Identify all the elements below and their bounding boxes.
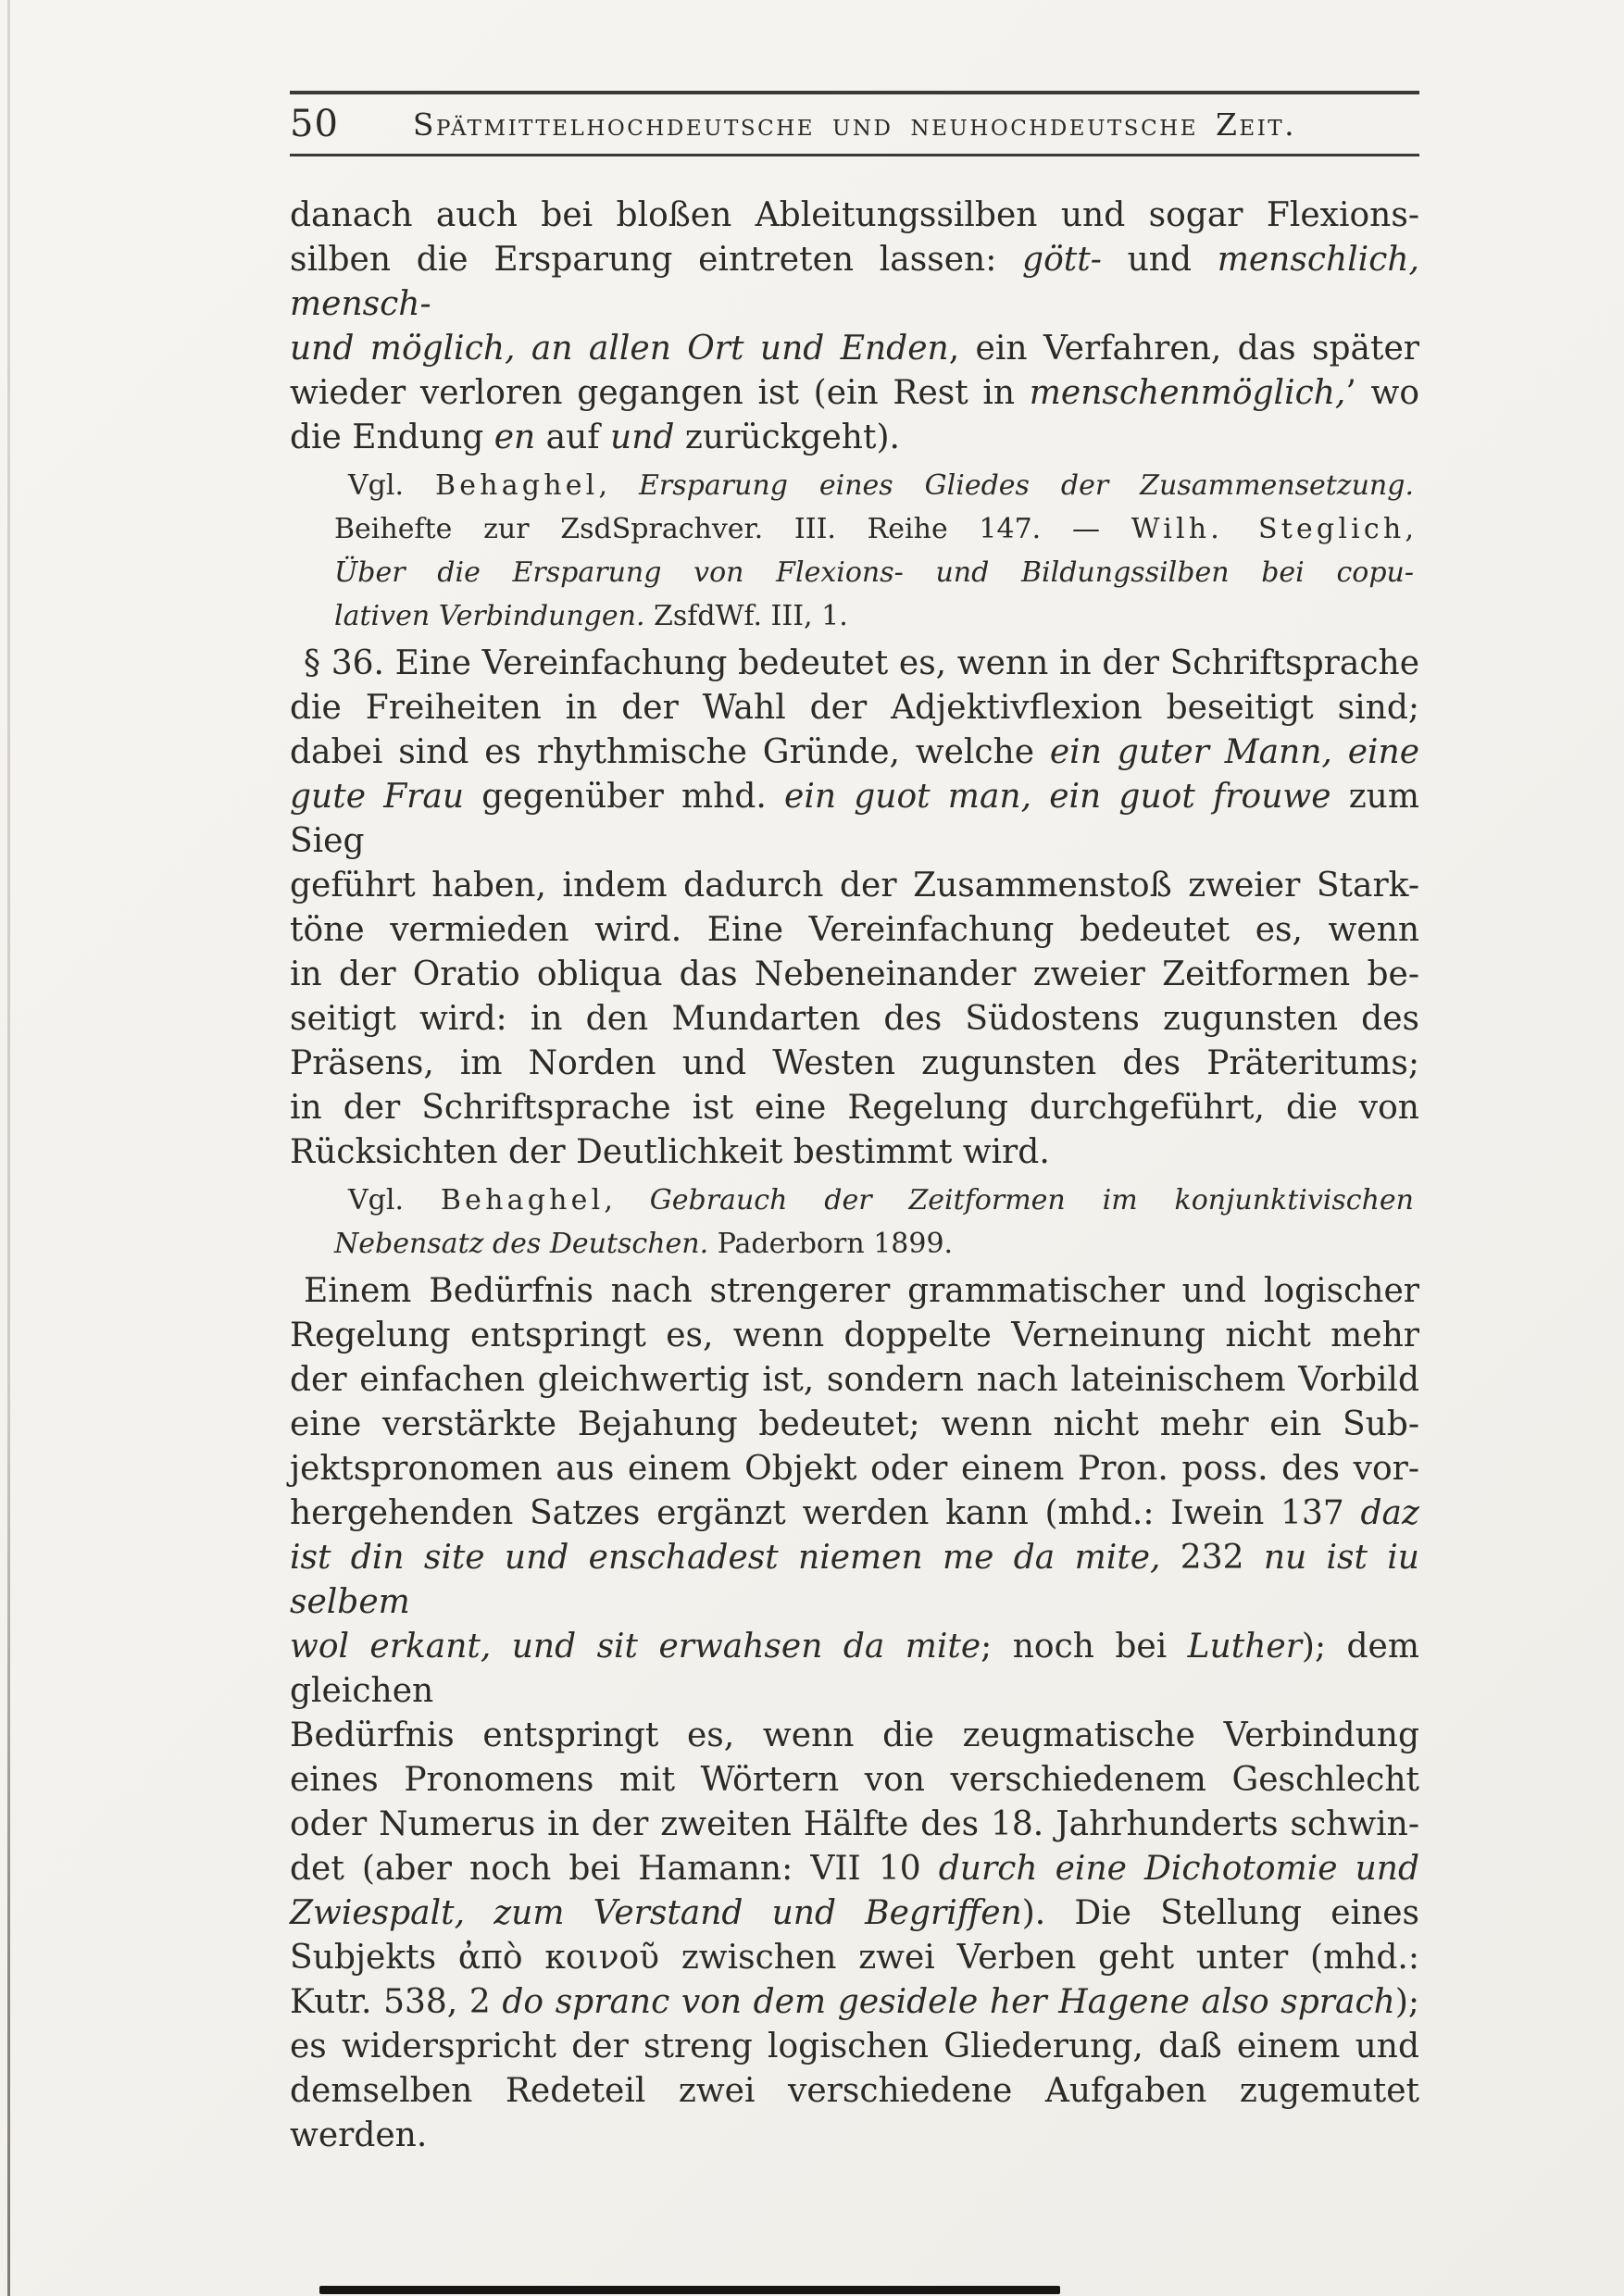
body-text: Bedürfnis entspringt es, wenn die zeugmatische Verbindung xyxy=(290,1716,1419,1754)
text-line xyxy=(290,2025,1419,2069)
page-header xyxy=(290,94,1419,154)
body-text: Einem Bedürfnis nach strengerer grammatischer und logischer xyxy=(304,1272,1419,1310)
body-text: eines Pronomens mit Wörtern von verschiedenem Geschlecht xyxy=(290,1761,1419,1799)
citation-block xyxy=(334,1179,1414,1266)
text-line xyxy=(290,1714,1419,1758)
text-line xyxy=(290,1758,1419,1803)
body-text: eine verstärkte Bejahung bedeutet; wenn nicht mehr ein Sub- xyxy=(290,1405,1419,1443)
body-text: oder Numerus in der zweiten Hälfte des 18. Jahrhunderts schwin- xyxy=(290,1805,1419,1843)
body-text: töne vermieden wird. Eine Vereinfachung bedeutet es, wenn xyxy=(290,911,1419,949)
body-text: werden. xyxy=(290,2116,428,2154)
body-text: auf xyxy=(535,418,611,456)
text-line xyxy=(290,238,1419,327)
text-line xyxy=(290,1891,1419,1936)
italic-text: und möglich, an allen Ort und Enden xyxy=(290,330,949,368)
body-text: zurückgeht). xyxy=(674,418,900,456)
body-text: silben die Ersparung eintreten lassen: xyxy=(290,241,1023,279)
body-text: Beihefte zur ZsdSprachver. III. Reihe 147. — xyxy=(334,513,1131,545)
scan-bottom-artifact xyxy=(319,2286,1060,2294)
page-number: 50 xyxy=(290,103,339,145)
body-text: die Freiheiten in der Wahl der Adjektivflexion beseitigt sind; xyxy=(290,689,1419,727)
body-text: jektspronomen aus einem Objekt oder einem Pron. poss. des vor- xyxy=(290,1450,1419,1488)
body-text: die Endung xyxy=(290,418,494,456)
italic-text: en xyxy=(493,418,536,456)
italic-text: lativen Verbindungen. xyxy=(334,600,645,632)
body-text: seitigt wird: in den Mundarten des Südostens zugunsten des xyxy=(290,1000,1419,1038)
italic-text: durch eine Dichotomie und xyxy=(938,1850,1420,1888)
italic-text: ein guter Mann, eine xyxy=(1049,733,1419,771)
letterspaced-name: Behaghel xyxy=(440,1184,605,1217)
text-blocks xyxy=(290,193,1419,2158)
letterspaced-name: Behaghel xyxy=(434,469,599,502)
text-line xyxy=(290,730,1419,775)
body-text: Präsens, im Norden und Westen zugunsten des Präteritums; xyxy=(290,1044,1419,1082)
text-column xyxy=(290,91,1419,2158)
body-text: ’ wo xyxy=(1345,374,1419,412)
text-line xyxy=(290,1358,1419,1403)
body-text: hergehenden Satzes ergänzt werden kann (mhd.: Iwein 137 xyxy=(290,1494,1361,1532)
text-line xyxy=(290,1269,1419,1314)
text-line xyxy=(290,908,1419,953)
body-text: Paderborn 1899. xyxy=(708,1228,954,1260)
text-line xyxy=(290,642,1419,686)
citation-block xyxy=(334,464,1414,638)
body-text: ); dem gleichen xyxy=(290,1628,1419,1710)
body-text: ZsfdWf. III, 1. xyxy=(644,600,848,632)
italic-text: Nebensatz des Deutschen. xyxy=(334,1228,709,1260)
body-text: , xyxy=(604,1184,650,1217)
body-text: 232 xyxy=(1160,1539,1264,1577)
text-line xyxy=(290,775,1419,864)
text-line xyxy=(290,2069,1419,2114)
body-block xyxy=(290,193,1419,460)
body-text: ). Die Stellung eines xyxy=(1021,1894,1419,1932)
text-line xyxy=(290,686,1419,730)
text-line xyxy=(290,1042,1419,1086)
body-text: det (aber noch bei Hamann: VII 10 xyxy=(290,1850,939,1888)
italic-text: Über die Ersparung von Flexions- und Bildungssilben bei copu- xyxy=(334,556,1414,589)
body-text: , xyxy=(598,469,639,502)
italic-text: ist din site und enschadest niemen me da mite, xyxy=(290,1539,1161,1577)
text-line xyxy=(290,1936,1419,1980)
text-line xyxy=(290,1625,1419,1714)
text-line xyxy=(290,1536,1419,1625)
text-line xyxy=(290,193,1419,238)
body-text: dabei sind es rhythmische Gründe, welche xyxy=(290,733,1050,771)
italic-text: Zwiespalt, zum Verstand und Begriffen xyxy=(290,1894,1022,1932)
body-text: demselben Redeteil zwei verschiedene Aufgaben zugemutet xyxy=(290,2072,1419,2110)
body-text: gegenüber mhd. xyxy=(464,778,785,816)
body-text: Rücksichten der Deutlichkeit bestimmt wird. xyxy=(290,1133,1050,1171)
italic-text: do spranc von dem gesidele her Hagene also sprach xyxy=(502,1983,1395,2021)
body-block xyxy=(290,642,1419,1175)
scan-edge-artifact xyxy=(7,0,10,2296)
text-line xyxy=(290,1314,1419,1358)
text-line xyxy=(290,997,1419,1042)
italic-text: Gebrauch der Zeitformen im konjunktivischen xyxy=(649,1184,1414,1217)
text-line xyxy=(334,464,1414,507)
body-text: § 36. Eine Vereinfachung bedeutet es, wenn in der Schriftsprache xyxy=(304,644,1419,682)
body-text: in der Schriftsprache ist eine Regelung durchgeführt, die von xyxy=(290,1089,1419,1127)
body-text: und xyxy=(1101,241,1218,279)
italic-text: wol erkant, und sit erwahsen da mite xyxy=(290,1628,981,1666)
text-line xyxy=(290,416,1419,460)
text-line xyxy=(290,327,1419,371)
body-text: danach auch bei bloßen Ableitungssilben und sogar Flexions- xyxy=(290,196,1419,234)
italic-text: menschlich, mensch- xyxy=(290,241,1419,323)
text-line xyxy=(290,371,1419,416)
body-text: ); xyxy=(1394,1983,1420,2021)
text-line xyxy=(290,864,1419,908)
text-line xyxy=(290,1447,1419,1491)
text-line xyxy=(334,551,1414,594)
body-text: es widerspricht der streng logischen Gliederung, daß einem und xyxy=(290,2028,1419,2065)
text-line xyxy=(290,1980,1419,2025)
italic-text: Luther xyxy=(1187,1628,1302,1666)
body-text: , ein Verfahren, das später xyxy=(948,330,1419,368)
body-text: wieder verloren gegangen ist (ein Rest in xyxy=(290,374,1030,412)
body-text: zum Sieg xyxy=(290,778,1419,860)
body-text: der einfachen gleichwertig ist, sondern nach lateinischem Vorbild xyxy=(290,1361,1419,1399)
text-line xyxy=(290,953,1419,997)
italic-text: ein guot man, ein guot frouwe xyxy=(784,778,1331,816)
body-block xyxy=(290,1269,1419,2158)
header-rule-bottom xyxy=(290,154,1419,156)
italic-text: und xyxy=(610,418,675,456)
body-text: Regelung entspringt es, wenn doppelte Verneinung nicht mehr xyxy=(290,1316,1419,1354)
letterspaced-name: Wilh. Steglich xyxy=(1131,513,1405,545)
text-line xyxy=(290,2114,1419,2158)
italic-text: gute Frau xyxy=(290,778,465,816)
text-line xyxy=(334,1222,1414,1266)
text-line xyxy=(290,1491,1419,1536)
body-text: Vgl. xyxy=(348,1184,441,1217)
italic-text: menschenmöglich, xyxy=(1029,374,1346,412)
text-line xyxy=(290,1403,1419,1447)
body-text: Vgl. xyxy=(348,469,435,502)
running-title: Spätmittelhochdeutsche und neuhochdeutsche Zeit. xyxy=(412,106,1297,143)
text-line xyxy=(334,507,1414,551)
text-line xyxy=(334,1179,1414,1222)
text-line xyxy=(334,594,1414,638)
text-line xyxy=(290,1130,1419,1175)
body-text: in der Oratio obliqua das Nebeneinander zweier Zeitformen be- xyxy=(290,955,1419,993)
text-line xyxy=(290,1803,1419,1847)
text-line xyxy=(290,1847,1419,1891)
body-text: geführt haben, indem dadurch der Zusammenstoß zweier Stark- xyxy=(290,867,1419,905)
italic-text: daz xyxy=(1360,1494,1419,1532)
italic-text: gött- xyxy=(1022,241,1102,279)
italic-text: nu ist iu selbem xyxy=(290,1539,1419,1621)
body-text: , xyxy=(1405,513,1414,545)
body-text: ; noch bei xyxy=(981,1628,1188,1666)
body-text: Subjekts ἀπὸ κοινοῦ zwischen zwei Verben geht unter (mhd.: xyxy=(290,1939,1419,1977)
italic-text: Ersparung eines Gliedes der Zusammensetzung. xyxy=(638,469,1414,502)
body-text: Kutr. 538, 2 xyxy=(290,1983,503,2021)
text-line xyxy=(290,1086,1419,1130)
